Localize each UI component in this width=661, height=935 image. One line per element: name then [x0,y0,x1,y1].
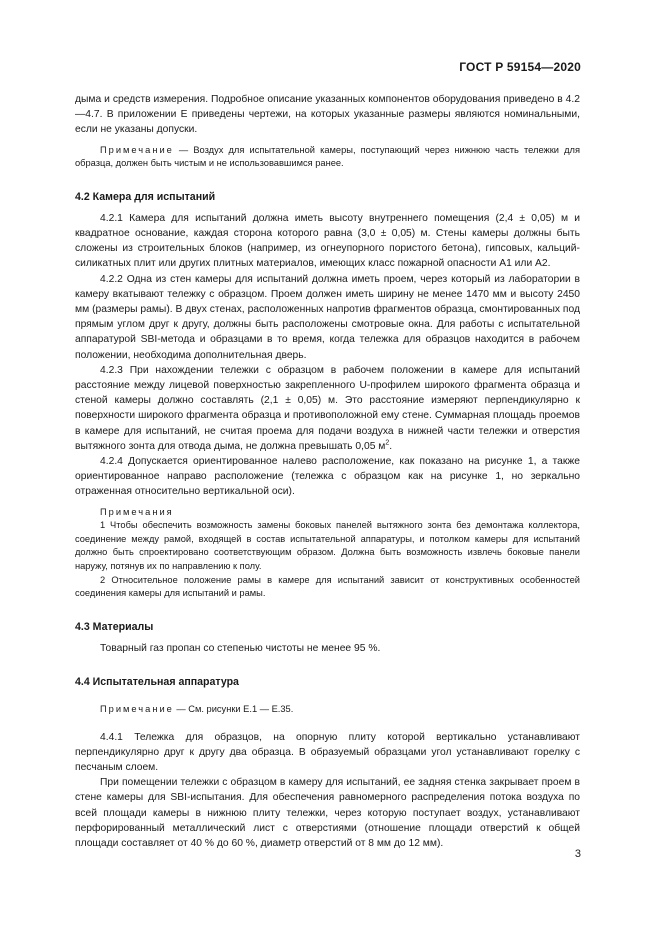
note-4-4: Примечание — См. рисунки Е.1 — Е.35. [100,704,294,715]
notes-heading: Примечания [100,506,174,517]
section-4-4-title: 4.4 Испытательная аппаратура [75,676,239,689]
paragraph-4-2-1: 4.2.1 Камера для испытаний должна иметь высоту внутреннего помещения (2,4 ± 0,05) м и квадратное основание, каждая сторона которого равна (3,0 ± 0,05) м. Стены камеры должны быть сложены из строительных блоков (например, из огнеупорного пористого бетона), гипсовых, кальций-силикатных плит или других плитных материалов, имеющих класс пожарной опасности А1 или А2. [75,212,580,270]
note-air-label: Примечание [100,144,174,155]
paragraph-4-2-4: 4.2.4 Допускается ориентированное налево расположение, как показано на рисунке 1, а также ориентированное направо расположение (тележка с образцом как на рисунке 1, но зеркально отраженная относительно вертикальной оси). [75,456,580,498]
note-1: 1 Чтобы обеспечить возможность замены боковых панелей вытяжного зонта без демонтажа коллектора, соединение между рамой, входящей в состав испытательной аппаратуры, и потолком камеры для испытаний должно быть спроектировано соответствующим образом. Должна быть возможность извлечь боковые панели наружу, потянув их по направлению к полу. [75,520,580,572]
paragraph-4-4-1-cont: При помещении тележки с образцом в камеру для испытаний, ее задняя стенка закрывает проем в стене камеры для SBI-испытания. Для обеспечения равномерного распределения потока воздуха по всей площади камеры в нижнюю плиту тележки, через которую поступает воздух, устанавливают перфорированный металлический лист с отверстиями (отношение площади отверстий к общей площади составляет от 40 % до 60 %, диаметр отверстий от 8 мм до 12 мм). [75,777,580,850]
paragraph-4-2-2: 4.2.2 Одна из стен камеры для испытаний должна иметь проем, через который из лаборатории в камеру вкатывают тележку с образцом. Проем должен иметь ширину не менее 1470 мм и высоту 2450 мм (размеры рамы). В двух стенах, расположенных напротив фрагментов образца, смонтированных под прямым углом друг к другу, должны быть расположены смотровые окна. Для работы с испытательной аппаратурой SBI-метода и образцами в то время, когда тележка для образцов находится в рабочем положении, необходима дополнительная дверь. [75,273,580,361]
intro-paragraph: дыма и средств измерения. Подробное описание указанных компонентов оборудования приведено в 4.2—4.7. В приложении Е приведены чертежи, на которых указанные размеры являются номинальными, если не указаны допуски. [75,94,580,136]
page-content [75,92,580,851]
note-air-text: — Воздух для испытательной камеры, поступающий через нижнюю часть тележки для образца, должен быть чистым и не использовавшимся ранее. [75,144,580,169]
paragraph-4-4-1: 4.4.1 Тележка для образцов, на опорную плиту которой вертикально устанавливают перпендикулярно друг к другу два образца. В образуемый образцами угол устанавливают горелку с песчаным слоем. [75,731,580,774]
note-air [75,144,580,171]
page-number: 3 [574,848,581,860]
standard-header: ГОСТ Р 59154—2020 [459,60,581,74]
section-4-2-title: 4.2 Камера для испытаний [75,190,216,203]
area-unit-superscript: 2 [385,439,390,447]
paragraph-4-2-3: 4.2.3 При нахождении тележки с образцом в рабочем положении в камере для испытаний расстояние между лицевой поверхностью закрепленного U-профилем широкого фрагмента образца и стеной камеры должно составлять (2,1 ± 0,05) м. Это расстояние измеряют перпендикулярно к поверхности широкого фрагмента образца и противоположной ему стене. Суммарная площадь проемов в камере для испытаний, не считая проема для подачи воздуха в нижней части тележки и отверстия вытяжного зонта для отвода дыма, не должна превышать 0,05 $м^2$. [75,364,580,452]
section-4-3-title: 4.3 Материалы [75,620,154,633]
paragraph-4-3: Товарный газ пропан со степенью чистоты не менее 95 %. [100,642,381,654]
paragraph-4-2-3-text: 4.2.3 При нахождении тележки с образцом в рабочем положении в камере для испытаний расстояние между лицевой поверхностью закрепленного U-профилем широкого фрагмента образца и стеной камеры должно составлять (2,1 ± 0,05) м. Это расстояние измеряют перпендикулярно к поверхности широкого фрагмента образца и противоположной ему стене. Суммарная площадь проемов в камере для испытаний, не считая проема для подачи воздуха в нижней части тележки и отверстия вытяжного зонта для отвода дыма, не должна превышать 0,05 м [75,364,580,452]
note-2: 2 Относительное положение рамы в камере для испытаний зависит от конструктивных особенностей соединения камеры для испытаний и рамы. [75,574,580,599]
